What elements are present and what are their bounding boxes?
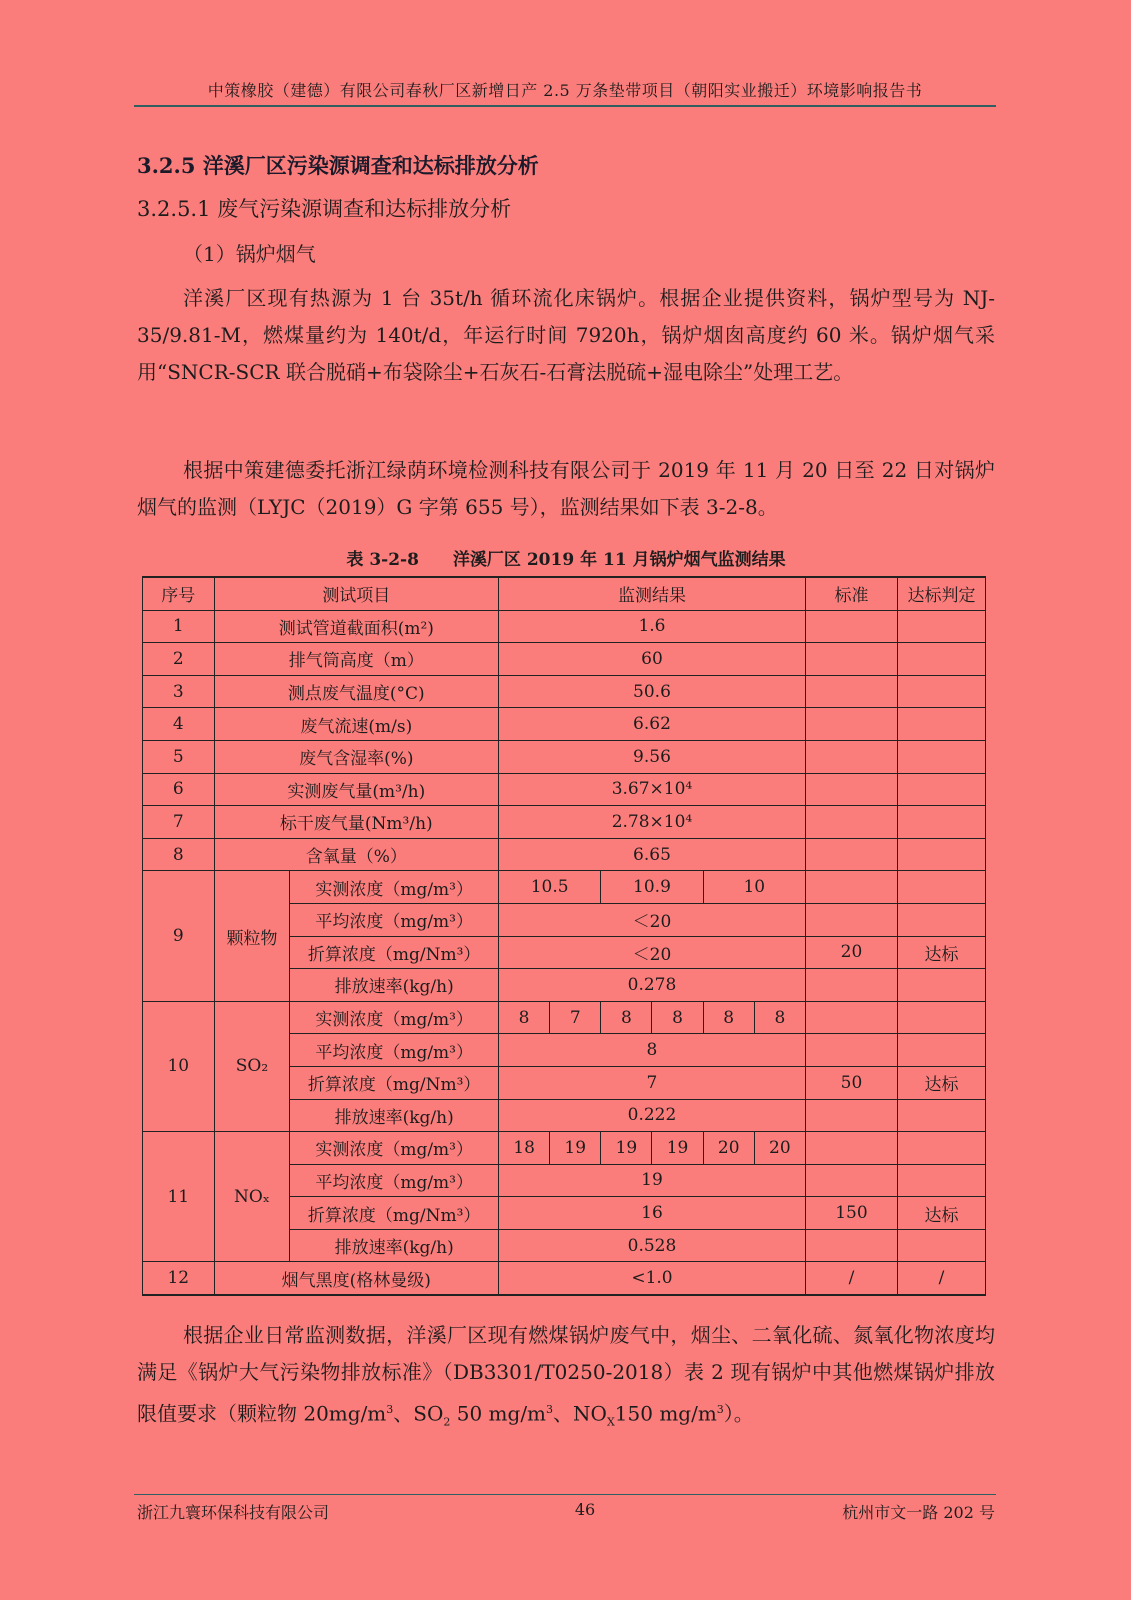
cell-standard xyxy=(805,838,897,871)
item-heading: （1）锅炉烟气 xyxy=(183,242,316,266)
cell-judgement xyxy=(897,806,985,839)
cell-judgement xyxy=(897,1132,985,1165)
page-header: 中策橡胶（建德）有限公司春秋厂区新增日产 2.5 万条垫带项目（朝阳实业搬迁）环境影响报告书 xyxy=(207,81,923,100)
cell-item: 实测浓度（mg/m³） xyxy=(290,871,499,904)
cell-no: 8 xyxy=(143,838,215,871)
cell-result: 60 xyxy=(499,643,806,676)
cell-item: 排放速率(kg/h) xyxy=(290,969,499,1002)
cell-judgement xyxy=(897,969,985,1002)
cell-result: 19 xyxy=(499,1164,806,1197)
subsection-heading: 3.2.5.1 废气污染源调查和达标排放分析 xyxy=(137,197,512,221)
cell-pollutant: 颗粒物 xyxy=(214,871,290,1001)
cell-standard xyxy=(805,1132,897,1165)
footer-address: 杭州市文一路 202 号 xyxy=(842,1503,995,1522)
cell-item: 测试管道截面积(m²) xyxy=(214,610,498,643)
cell-standard xyxy=(805,871,897,904)
cell-judgement xyxy=(897,1164,985,1197)
cell-result: ＜20 xyxy=(499,903,806,936)
cell-no: 12 xyxy=(143,1262,215,1295)
cell-result: 0.528 xyxy=(499,1229,806,1262)
cell-standard: / xyxy=(805,1262,897,1295)
footer-company: 浙江九寰环保科技有限公司 xyxy=(137,1503,330,1522)
cell-measured-values xyxy=(499,871,806,904)
measured-value: 19 xyxy=(600,1132,651,1164)
cell-standard xyxy=(805,708,897,741)
measured-value: 10.9 xyxy=(600,871,702,903)
superscript-3: 3 xyxy=(716,1403,724,1416)
cell-standard xyxy=(805,773,897,806)
measured-value: 7 xyxy=(549,1002,600,1034)
cell-standard xyxy=(805,610,897,643)
subscript-x: X xyxy=(606,1415,615,1429)
cell-standard: 20 xyxy=(805,936,897,969)
conclusion-text-6: ）。 xyxy=(723,1401,754,1426)
cell-measured-values xyxy=(499,1132,806,1165)
measured-values xyxy=(499,871,805,903)
cell-result: 0.222 xyxy=(499,1099,806,1132)
cell-item: 含氧量（%） xyxy=(214,838,498,871)
measured-value: 8 xyxy=(651,1002,702,1034)
page-number: 46 xyxy=(574,1500,596,1519)
header-judgement: 达标判定 xyxy=(897,577,985,610)
table-header-row xyxy=(143,577,986,610)
cell-standard: 50 xyxy=(805,1066,897,1099)
measured-value: 19 xyxy=(651,1132,702,1164)
header-item: 测试项目 xyxy=(214,577,498,610)
cell-judgement xyxy=(897,610,985,643)
paragraph-monitoring: 根据中策建德委托浙江绿荫环境检测科技有限公司于 2019 年 11 月 20 日至 22 日对锅炉烟气的监测（LYJC（2019）G 字第 655 号），监测结果如下表 3-2-8。 xyxy=(137,458,995,519)
cell-pollutant: NOₓ xyxy=(214,1132,290,1262)
cell-standard xyxy=(805,675,897,708)
table-row xyxy=(143,675,986,708)
cell-result: 7 xyxy=(499,1066,806,1099)
cell-no: 4 xyxy=(143,708,215,741)
footer-divider xyxy=(134,1494,996,1495)
cell-judgement xyxy=(897,643,985,676)
cell-result: 3.67×10⁴ xyxy=(499,773,806,806)
cell-result: <1.0 xyxy=(499,1262,806,1295)
measured-value: 19 xyxy=(549,1132,600,1164)
cell-standard xyxy=(805,1001,897,1034)
table-row xyxy=(143,643,986,676)
table-row xyxy=(143,871,986,904)
cell-no: 2 xyxy=(143,643,215,676)
header-no: 序号 xyxy=(143,577,215,610)
conclusion-text-3: 50 mg/m xyxy=(450,1401,547,1426)
header-divider xyxy=(134,105,996,107)
header-standard: 标准 xyxy=(805,577,897,610)
cell-measured-values xyxy=(499,1001,806,1034)
table-row xyxy=(143,708,986,741)
cell-item: 排放速率(kg/h) xyxy=(290,1229,499,1262)
cell-no: 9 xyxy=(143,871,215,1001)
cell-no: 10 xyxy=(143,1001,215,1131)
cell-standard xyxy=(805,1164,897,1197)
measured-value: 20 xyxy=(703,1132,754,1164)
cell-item: 实测废气量(m³/h) xyxy=(214,773,498,806)
cell-judgement xyxy=(897,1229,985,1262)
measured-value: 20 xyxy=(754,1132,805,1164)
cell-judgement xyxy=(897,708,985,741)
measured-value: 8 xyxy=(703,1002,754,1034)
cell-item: 废气含湿率(%) xyxy=(214,740,498,773)
cell-judgement xyxy=(897,838,985,871)
table-caption: 表 3-2-8 洋溪厂区 2019 年 11 月锅炉烟气监测结果 xyxy=(346,550,786,570)
cell-item: 排放速率(kg/h) xyxy=(290,1099,499,1132)
table-row xyxy=(143,773,986,806)
cell-judgement: 达标 xyxy=(897,936,985,969)
measured-value: 18 xyxy=(513,1137,535,1158)
cell-item: 折算浓度（mg/Nm³） xyxy=(290,936,499,969)
table-row xyxy=(143,1001,986,1034)
cell-item: 折算浓度（mg/Nm³） xyxy=(290,1197,499,1230)
measured-value: 8 xyxy=(754,1002,805,1034)
cell-judgement xyxy=(897,1099,985,1132)
cell-standard xyxy=(805,806,897,839)
cell-no: 5 xyxy=(143,740,215,773)
conclusion-text-5: 150 mg/m xyxy=(614,1401,717,1426)
subscript-2: 2 xyxy=(443,1415,451,1429)
cell-pollutant: SO₂ xyxy=(214,1001,290,1131)
cell-judgement xyxy=(897,903,985,936)
cell-item: 折算浓度（mg/Nm³） xyxy=(290,1066,499,1099)
measured-value: 8 xyxy=(600,1002,651,1034)
cell-result: 2.78×10⁴ xyxy=(499,806,806,839)
cell-standard xyxy=(805,740,897,773)
table-row xyxy=(143,740,986,773)
measured-value: 10 xyxy=(703,871,805,903)
cell-result: 50.6 xyxy=(499,675,806,708)
table-row xyxy=(143,806,986,839)
cell-standard xyxy=(805,1229,897,1262)
cell-judgement: 达标 xyxy=(897,1066,985,1099)
conclusion-text-2: 、SO xyxy=(393,1401,444,1426)
cell-judgement xyxy=(897,740,985,773)
paragraph-boiler-info: 洋溪厂区现有热源为 1 台 35t/h 循环流化床锅炉。根据企业提供资料，锅炉型号为 NJ-35/9.81-M，燃煤量约为 140t/d，年运行时间 7920h，锅炉烟囱高度约 60 米。锅炉烟气采用“SNCR-SCR 联合脱硝+布袋除尘+石灰石-石膏法脱硫+湿电除尘”处理工艺。 xyxy=(137,286,995,384)
table-row xyxy=(143,838,986,871)
cell-item: 排气筒高度（m） xyxy=(214,643,498,676)
monitoring-table xyxy=(142,576,986,1296)
superscript-3: 3 xyxy=(546,1403,554,1416)
cell-result: 0.278 xyxy=(499,969,806,1002)
cell-judgement xyxy=(897,1034,985,1067)
cell-standard xyxy=(805,643,897,676)
cell-result: 8 xyxy=(499,1034,806,1067)
cell-item: 标干废气量(Nm³/h) xyxy=(214,806,498,839)
cell-no: 1 xyxy=(143,610,215,643)
cell-standard xyxy=(805,903,897,936)
cell-result: 9.56 xyxy=(499,740,806,773)
cell-judgement xyxy=(897,871,985,904)
cell-item: 烟气黑度(格林曼级) xyxy=(214,1262,498,1295)
cell-item: 废气流速(m/s) xyxy=(214,708,498,741)
header-result: 监测结果 xyxy=(499,577,806,610)
cell-result: 16 xyxy=(499,1197,806,1230)
cell-standard xyxy=(805,1099,897,1132)
cell-standard xyxy=(805,1034,897,1067)
cell-standard xyxy=(805,969,897,1002)
cell-judgement: 达标 xyxy=(897,1197,985,1230)
cell-no: 3 xyxy=(143,675,215,708)
paragraph-conclusion xyxy=(137,1317,995,1441)
measured-values xyxy=(499,1132,805,1164)
cell-judgement xyxy=(897,773,985,806)
measured-values xyxy=(499,1002,805,1034)
table-row xyxy=(143,1132,986,1165)
section-heading: 3.2.5 洋溪厂区污染源调查和达标排放分析 xyxy=(137,153,539,178)
cell-item: 测点废气温度(°C) xyxy=(214,675,498,708)
cell-item: 平均浓度（mg/m³） xyxy=(290,1034,499,1067)
table-row xyxy=(143,1262,986,1295)
cell-result: ＜20 xyxy=(499,936,806,969)
cell-no: 11 xyxy=(143,1132,215,1262)
cell-judgement xyxy=(897,675,985,708)
cell-no: 7 xyxy=(143,806,215,839)
cell-judgement: / xyxy=(897,1262,985,1295)
cell-no: 6 xyxy=(143,773,215,806)
cell-result: 6.65 xyxy=(499,838,806,871)
cell-item: 平均浓度（mg/m³） xyxy=(290,903,499,936)
measured-value: 10.5 xyxy=(530,877,569,898)
conclusion-text-1: 根据企业日常监测数据，洋溪厂区现有燃煤锅炉废气中，烟尘、二氧化硫、氮氧化物浓度均满足《锅炉大气污染物排放标准》（DB3301/T0250-2018）表 2 现有锅炉中其他燃煤锅炉排放限值要求（颗粒物 20mg/m xyxy=(137,1323,995,1426)
cell-item: 实测浓度（mg/m³） xyxy=(290,1132,499,1165)
superscript-3: 3 xyxy=(386,1403,394,1416)
cell-standard: 150 xyxy=(805,1197,897,1230)
table-row xyxy=(143,610,986,643)
cell-item: 平均浓度（mg/m³） xyxy=(290,1164,499,1197)
cell-item: 实测浓度（mg/m³） xyxy=(290,1001,499,1034)
cell-result: 1.6 xyxy=(499,610,806,643)
measured-value: 8 xyxy=(518,1007,530,1028)
conclusion-text-4: 、NO xyxy=(553,1401,607,1426)
cell-judgement xyxy=(897,1001,985,1034)
cell-result: 6.62 xyxy=(499,708,806,741)
